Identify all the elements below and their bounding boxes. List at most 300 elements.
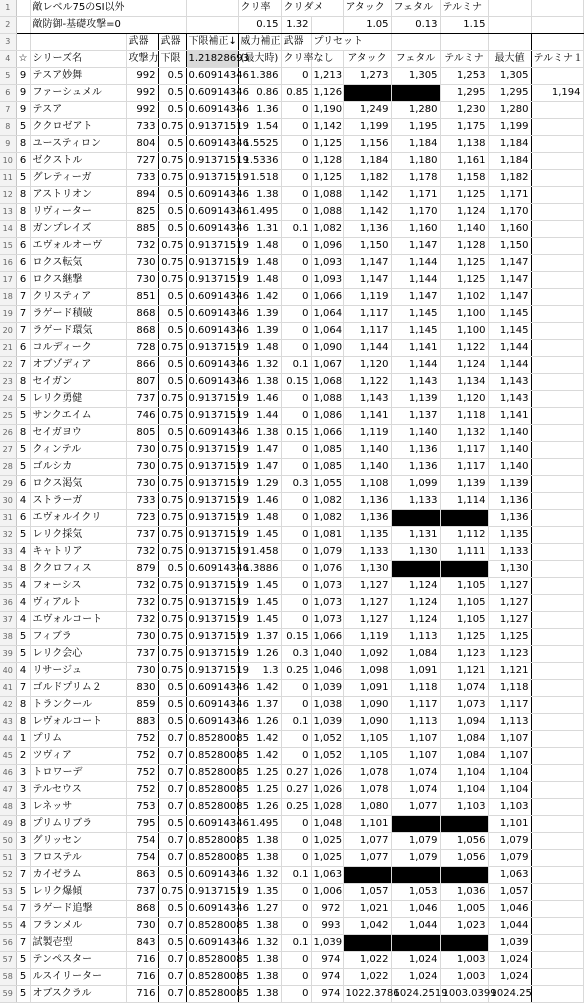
cell-star[interactable]: 7 [16, 680, 30, 697]
cell-preset-fetal[interactable]: 1,117 [391, 697, 440, 714]
cell-star[interactable]: 7 [16, 901, 30, 918]
cell-power-correction[interactable]: 1.386 [238, 68, 281, 85]
cell-preset-fetal[interactable] [391, 561, 440, 578]
cell-weapon-crit-rate[interactable]: 0.27 [281, 765, 311, 782]
cell-max-value[interactable]: 1024.25 [488, 986, 531, 1003]
cell-preset-none[interactable]: 1,066 [311, 629, 343, 646]
cell-termina1[interactable] [531, 238, 583, 255]
cell-termina1[interactable] [531, 289, 583, 306]
row-number[interactable]: 58 [0, 969, 16, 986]
cell-weapon-lower[interactable]: 0.75 [158, 663, 186, 680]
cell-preset-fetal[interactable]: 1,184 [391, 136, 440, 153]
cell-lower-correction[interactable]: 0.60914346 [186, 816, 238, 833]
cell-preset-attack[interactable]: 1,122 [343, 374, 391, 391]
cell-preset-fetal[interactable] [391, 935, 440, 952]
cell[interactable] [16, 34, 30, 51]
row-number[interactable]: 1 [0, 0, 16, 17]
cell-weapon-attack[interactable]: 737 [126, 391, 158, 408]
cell-lower-correction[interactable]: 0.60914346 [186, 697, 238, 714]
cell-weapon-attack[interactable]: 992 [126, 85, 158, 102]
cell-preset-fetal[interactable]: 1,180 [391, 153, 440, 170]
cell-attack-header[interactable]: アタック [343, 51, 391, 68]
cell-termina1[interactable] [531, 782, 583, 799]
cell-preset-none[interactable]: 974 [311, 986, 343, 1003]
cell-lower-correction[interactable]: 0.91371519 [186, 170, 238, 187]
cell-weapon-lower[interactable]: 0.75 [158, 391, 186, 408]
cell-termina1[interactable] [531, 204, 583, 221]
cell-preset-fetal[interactable]: 1,091 [391, 663, 440, 680]
cell[interactable] [30, 34, 126, 51]
row-number[interactable]: 52 [0, 867, 16, 884]
cell-power-correction[interactable]: 1.54 [238, 119, 281, 136]
cell-series-name[interactable]: クリスティア [30, 289, 126, 306]
cell-preset-termina[interactable]: 1,056 [440, 850, 488, 867]
cell-star[interactable]: 8 [16, 221, 30, 238]
cell-weapon-crit-rate[interactable]: 0 [281, 833, 311, 850]
cell-weapon-attack[interactable]: 732 [126, 578, 158, 595]
cell-weapon-lower[interactable]: 0.7 [158, 765, 186, 782]
cell-preset-attack[interactable]: 1,142 [343, 204, 391, 221]
cell-star[interactable]: 5 [16, 986, 30, 1003]
cell-preset-none[interactable]: 1,085 [311, 459, 343, 476]
cell-preset-fetal[interactable] [391, 816, 440, 833]
cell-weapon-lower[interactable]: 0.5 [158, 204, 186, 221]
cell[interactable] [531, 0, 583, 17]
cell-weapon-attack[interactable]: 863 [126, 867, 158, 884]
cell-preset-fetal[interactable]: 1,305 [391, 68, 440, 85]
cell-termina1[interactable] [531, 952, 583, 969]
row-number[interactable]: 28 [0, 459, 16, 476]
cell-preset-none[interactable]: 1,125 [311, 170, 343, 187]
cell-power-correction[interactable]: 1.495 [238, 816, 281, 833]
row-number[interactable]: 48 [0, 799, 16, 816]
cell-star[interactable]: 5 [16, 459, 30, 476]
cell-lower-correction[interactable]: 0.60914346 [186, 374, 238, 391]
cell-power-correction[interactable]: 1.32 [238, 867, 281, 884]
cell-weapon-lower[interactable]: 0.5 [158, 85, 186, 102]
row-number[interactable]: 50 [0, 833, 16, 850]
cell-weapon-lower[interactable]: 0.7 [158, 952, 186, 969]
cell-lower-correction[interactable]: 0.85280085 [186, 952, 238, 969]
cell-preset-none[interactable]: 1,048 [311, 816, 343, 833]
cell-power-correction[interactable]: 1.32 [238, 935, 281, 952]
cell-power-correction[interactable]: 1.5336 [238, 153, 281, 170]
cell-weapon-attack[interactable]: 883 [126, 714, 158, 731]
cell-star[interactable]: 3 [16, 765, 30, 782]
cell-power-correction[interactable]: 0.86 [238, 85, 281, 102]
cell-termina1[interactable] [531, 969, 583, 986]
row-number[interactable]: 59 [0, 986, 16, 1003]
cell-series-name[interactable]: ククロゼアト [30, 119, 126, 136]
cell-weapon-attack[interactable]: 868 [126, 306, 158, 323]
cell-power-correction[interactable]: 1.48 [238, 340, 281, 357]
cell-weapon-crit-rate[interactable]: 0.15 [281, 425, 311, 442]
cell-defense-note[interactable]: 敵防御-基礎攻撃=0 [30, 17, 186, 34]
cell-preset-termina[interactable]: 1,023 [440, 918, 488, 935]
cell-preset-none[interactable]: 1,055 [311, 476, 343, 493]
cell-series-name[interactable]: トランクール [30, 697, 126, 714]
cell-termina1[interactable] [531, 867, 583, 884]
cell-weapon-attack[interactable]: 825 [126, 204, 158, 221]
row-number[interactable]: 46 [0, 765, 16, 782]
cell-preset-fetal[interactable]: 1,124 [391, 578, 440, 595]
cell-preset-termina[interactable]: 1,073 [440, 697, 488, 714]
cell-star[interactable]: 4 [16, 918, 30, 935]
cell-weapon-lower[interactable]: 0.5 [158, 816, 186, 833]
cell-series-name[interactable]: ロクス継撃 [30, 272, 126, 289]
cell-power-correction[interactable]: 1.39 [238, 306, 281, 323]
cell-weapon-lower[interactable]: 0.5 [158, 68, 186, 85]
cell-max-value[interactable]: 1,063 [488, 867, 531, 884]
cell-preset-none[interactable]: 1,067 [311, 357, 343, 374]
cell-lower-bound-input[interactable]: 1.21828693 [186, 51, 238, 68]
cell-preset-attack[interactable]: 1,143 [343, 391, 391, 408]
cell-weapon-crit-rate[interactable]: 0 [281, 969, 311, 986]
cell-power-correction[interactable]: 1.42 [238, 748, 281, 765]
row-number[interactable]: 31 [0, 510, 16, 527]
cell-max-value[interactable]: 1,280 [488, 102, 531, 119]
cell-termina1[interactable] [531, 306, 583, 323]
cell-weapon-lower[interactable]: 0.75 [158, 119, 186, 136]
cell-preset-termina[interactable]: 1,005 [440, 901, 488, 918]
cell-preset-attack[interactable]: 1,080 [343, 799, 391, 816]
cell-preset-none[interactable]: 1,088 [311, 204, 343, 221]
cell-weapon-crit-rate[interactable]: 0 [281, 510, 311, 527]
cell-preset-termina[interactable]: 1,003 [440, 952, 488, 969]
cell-weapon-crit-rate[interactable]: 0 [281, 442, 311, 459]
cell-preset-fetal[interactable]: 1,124 [391, 595, 440, 612]
cell-weapon-crit-rate[interactable]: 0 [281, 153, 311, 170]
cell-weapon-lower[interactable]: 0.75 [158, 612, 186, 629]
cell-max-value[interactable]: 1,104 [488, 782, 531, 799]
row-number[interactable]: 56 [0, 935, 16, 952]
cell-preset-none[interactable]: 1,126 [311, 85, 343, 102]
cell-preset-fetal[interactable]: 1024.2519 [391, 986, 440, 1003]
cell-power-correction[interactable]: 1.42 [238, 289, 281, 306]
cell-preset-attack[interactable]: 1,101 [343, 816, 391, 833]
cell-preset-attack[interactable]: 1,136 [343, 510, 391, 527]
cell-preset-termina[interactable]: 1,102 [440, 289, 488, 306]
cell-weapon-crit-rate[interactable]: 0.3 [281, 476, 311, 493]
cell-power-correction[interactable]: 1.38 [238, 952, 281, 969]
cell-series-name[interactable]: ラゲード追撃 [30, 901, 126, 918]
cell-star[interactable]: 8 [16, 374, 30, 391]
cell-preset-attack[interactable]: 1,182 [343, 170, 391, 187]
row-number[interactable]: 54 [0, 901, 16, 918]
cell-weapon-attack[interactable]: 795 [126, 816, 158, 833]
cell-power-correction[interactable]: 1.45 [238, 578, 281, 595]
cell-weapon-lower[interactable]: 0.7 [158, 969, 186, 986]
cell-preset-termina[interactable]: 1,105 [440, 595, 488, 612]
cell-attack-value[interactable]: 1.05 [343, 17, 391, 34]
cell-star[interactable]: 8 [16, 425, 30, 442]
cell-star[interactable]: 8 [16, 136, 30, 153]
cell-weapon-lower[interactable]: 0.7 [158, 731, 186, 748]
cell-crit-damage-label[interactable]: クリダメ [281, 0, 343, 17]
cell-weapon-attack[interactable]: 868 [126, 323, 158, 340]
cell-series-name[interactable]: ユースティロン [30, 136, 126, 153]
cell-max-value[interactable]: 1,103 [488, 799, 531, 816]
cell-weapon-lower[interactable]: 0.7 [158, 850, 186, 867]
cell-max-value[interactable]: 1,127 [488, 578, 531, 595]
cell-weapon-lower[interactable]: 0.5 [158, 357, 186, 374]
cell-max-value[interactable]: 1,182 [488, 170, 531, 187]
cell[interactable] [391, 34, 440, 51]
cell-weapon-lower[interactable]: 0.5 [158, 323, 186, 340]
cell-preset-termina[interactable]: 1,112 [440, 527, 488, 544]
cell-power-correction[interactable]: 1.26 [238, 799, 281, 816]
cell-preset-termina[interactable]: 1,134 [440, 374, 488, 391]
cell-lower-correction[interactable]: 0.85280085 [186, 782, 238, 799]
cell-preset-fetal[interactable]: 1,195 [391, 119, 440, 136]
cell-weapon-crit-rate[interactable]: 0 [281, 255, 311, 272]
cell-series-name[interactable]: テルセウス [30, 782, 126, 799]
cell-power-correction[interactable]: 1.458 [238, 544, 281, 561]
cell-weapon-lower[interactable]: 0.75 [158, 544, 186, 561]
cell-power-header[interactable]: 威力補正 [238, 34, 281, 51]
cell-preset-attack[interactable]: 1,127 [343, 578, 391, 595]
cell-lower-correction[interactable]: 0.85280085 [186, 850, 238, 867]
cell-weapon-lower[interactable]: 0.5 [158, 901, 186, 918]
cell-weapon-attack[interactable]: 730 [126, 629, 158, 646]
cell-preset-fetal[interactable]: 1,170 [391, 204, 440, 221]
cell-weapon-crit-rate[interactable]: 0 [281, 68, 311, 85]
cell-preset-none[interactable]: 1,039 [311, 935, 343, 952]
cell-max-value[interactable]: 1,160 [488, 221, 531, 238]
cell-termina1[interactable] [531, 850, 583, 867]
cell-power-correction[interactable]: 1.38 [238, 833, 281, 850]
cell-weapon-attack[interactable]: 992 [126, 68, 158, 85]
cell-weapon-lower[interactable]: 0.75 [158, 272, 186, 289]
cell-preset-none[interactable]: 1,040 [311, 646, 343, 663]
cell-preset-termina[interactable]: 1,100 [440, 323, 488, 340]
cell-preset-attack[interactable]: 1,022 [343, 969, 391, 986]
cell-max-value[interactable]: 1,127 [488, 612, 531, 629]
row-number[interactable]: 57 [0, 952, 16, 969]
cell-preset-fetal[interactable]: 1,145 [391, 306, 440, 323]
cell-power-correction[interactable]: 1.48 [238, 272, 281, 289]
cell-max-value[interactable]: 1,107 [488, 731, 531, 748]
cell-weapon-attack[interactable]: 752 [126, 782, 158, 799]
cell-preset-attack[interactable]: 1,147 [343, 272, 391, 289]
row-number[interactable]: 17 [0, 272, 16, 289]
cell-termina1[interactable] [531, 799, 583, 816]
cell-star[interactable]: 5 [16, 408, 30, 425]
cell-preset-fetal[interactable]: 1,074 [391, 765, 440, 782]
cell-preset-fetal[interactable]: 1,124 [391, 612, 440, 629]
cell-series-name[interactable]: ゴルドプリム２ [30, 680, 126, 697]
cell-weapon-attack[interactable]: 859 [126, 697, 158, 714]
cell-power-correction[interactable]: 1.46 [238, 391, 281, 408]
cell-lower-correction[interactable]: 0.60914346 [186, 323, 238, 340]
cell-preset-fetal[interactable]: 1,044 [391, 918, 440, 935]
cell-max-value[interactable]: 1,136 [488, 493, 531, 510]
cell-lower-header[interactable]: 下限 [158, 51, 186, 68]
cell-termina1[interactable] [531, 510, 583, 527]
cell-termina-header[interactable]: テルミナ [440, 51, 488, 68]
cell-termina1[interactable] [531, 425, 583, 442]
cell-max-value[interactable]: 1,144 [488, 340, 531, 357]
cell-power-correction[interactable]: 1.35 [238, 884, 281, 901]
cell-weapon-attack[interactable]: 894 [126, 187, 158, 204]
row-number[interactable]: 19 [0, 306, 16, 323]
cell-preset-fetal[interactable]: 1,107 [391, 731, 440, 748]
cell-lower-correction[interactable]: 0.60914346 [186, 221, 238, 238]
cell-weapon-crit-rate[interactable]: 0 [281, 816, 311, 833]
cell-max-value[interactable]: 1,123 [488, 646, 531, 663]
cell-preset-termina[interactable]: 1,123 [440, 646, 488, 663]
cell-weapon-crit-rate[interactable]: 0 [281, 170, 311, 187]
cell-lower-correction[interactable]: 0.60914346 [186, 306, 238, 323]
cell-lower-correction[interactable]: 0.91371519 [186, 442, 238, 459]
cell-weapon-lower[interactable]: 0.5 [158, 102, 186, 119]
cell-series-name[interactable]: エヴォルオーヴ [30, 238, 126, 255]
cell-preset-attack[interactable]: 1,077 [343, 833, 391, 850]
row-number[interactable]: 53 [0, 884, 16, 901]
cell-power-correction[interactable]: 1.5525 [238, 136, 281, 153]
cell-series-name[interactable]: グレティーガ [30, 170, 126, 187]
cell-preset-none[interactable]: 1,025 [311, 850, 343, 867]
cell-preset-none[interactable]: 1,093 [311, 255, 343, 272]
cell-star[interactable]: 6 [16, 340, 30, 357]
cell[interactable] [488, 0, 531, 17]
cell-max-value[interactable]: 1,140 [488, 442, 531, 459]
cell-max-value[interactable]: 1,147 [488, 272, 531, 289]
cell-preset-none[interactable]: 1,082 [311, 510, 343, 527]
cell-weapon-crit-rate[interactable]: 0 [281, 901, 311, 918]
cell-weapon-attack[interactable]: 730 [126, 663, 158, 680]
cell-weapon-crit-rate[interactable]: 0 [281, 493, 311, 510]
cell-preset-none[interactable]: 1,046 [311, 663, 343, 680]
cell-preset-attack[interactable]: 1,135 [343, 527, 391, 544]
row-number[interactable]: 7 [0, 102, 16, 119]
cell-power-correction[interactable]: 1.29 [238, 476, 281, 493]
cell-termina1[interactable] [531, 221, 583, 238]
cell-preset-fetal[interactable]: 1,053 [391, 884, 440, 901]
cell-termina1[interactable] [531, 323, 583, 340]
row-number[interactable]: 15 [0, 238, 16, 255]
cell-power-correction[interactable]: 1.37 [238, 697, 281, 714]
cell-power-correction[interactable]: 1.38 [238, 374, 281, 391]
cell-max-value[interactable]: 1,184 [488, 136, 531, 153]
cell-power-correction[interactable]: 1.26 [238, 714, 281, 731]
cell-star[interactable]: 7 [16, 289, 30, 306]
cell-termina-value[interactable]: 1.15 [440, 17, 488, 34]
cell-preset-attack[interactable]: 1,117 [343, 323, 391, 340]
cell-star[interactable]: 6 [16, 153, 30, 170]
cell-termina1[interactable] [531, 459, 583, 476]
cell-preset-none[interactable]: 1,093 [311, 272, 343, 289]
cell-series-name[interactable]: ククロフィス [30, 561, 126, 578]
row-number[interactable]: 43 [0, 714, 16, 731]
cell-max-value[interactable]: 1,125 [488, 629, 531, 646]
cell-preset-fetal[interactable]: 1,144 [391, 357, 440, 374]
cell-series-name[interactable]: ストラーガ [30, 493, 126, 510]
cell-preset-termina[interactable]: 1,125 [440, 187, 488, 204]
cell-weapon-crit-rate[interactable]: 0.15 [281, 629, 311, 646]
cell-termina1[interactable] [531, 714, 583, 731]
cell-power-correction[interactable]: 1.495 [238, 204, 281, 221]
cell-preset-none[interactable]: 1,038 [311, 697, 343, 714]
cell-series-name[interactable]: フォーシス [30, 578, 126, 595]
cell-termina1[interactable] [531, 629, 583, 646]
cell-termina1[interactable] [531, 561, 583, 578]
cell-preset-attack[interactable]: 1,117 [343, 306, 391, 323]
cell-series-name[interactable]: ヴィアルト [30, 595, 126, 612]
cell-weapon-crit-rate[interactable]: 0 [281, 731, 311, 748]
cell-preset-none[interactable]: 1,006 [311, 884, 343, 901]
cell-preset-fetal[interactable]: 1,171 [391, 187, 440, 204]
cell-preset-attack[interactable]: 1,090 [343, 697, 391, 714]
cell-termina1[interactable] [531, 476, 583, 493]
cell-power-correction[interactable]: 1.46 [238, 493, 281, 510]
cell-termina1-header[interactable]: テルミナ１ [531, 51, 583, 68]
cell-series-name[interactable]: レリク会心 [30, 646, 126, 663]
cell-weapon-attack[interactable]: 730 [126, 918, 158, 935]
cell-max-value[interactable]: 1,117 [488, 697, 531, 714]
cell-termina1[interactable] [531, 544, 583, 561]
cell[interactable] [16, 0, 30, 17]
cell-termina1[interactable] [531, 816, 583, 833]
cell-series-name[interactable]: オブゾディア [30, 357, 126, 374]
cell-star[interactable]: 8 [16, 561, 30, 578]
cell-preset-attack[interactable]: 1,147 [343, 255, 391, 272]
cell-lower-correction[interactable]: 0.91371519 [186, 612, 238, 629]
cell-weapon-attack[interactable]: 753 [126, 799, 158, 816]
cell-preset-attack[interactable]: 1,022 [343, 952, 391, 969]
cell-preset-fetal[interactable]: 1,024 [391, 952, 440, 969]
row-number[interactable]: 24 [0, 391, 16, 408]
cell-preset-termina[interactable]: 1,121 [440, 663, 488, 680]
cell-series-name[interactable]: セイガン [30, 374, 126, 391]
cell-termina1[interactable] [531, 340, 583, 357]
row-number[interactable]: 41 [0, 680, 16, 697]
cell-power-correction[interactable]: 1.42 [238, 731, 281, 748]
cell-power-correction[interactable]: 1.31 [238, 221, 281, 238]
cell-weapon-attack[interactable]: 730 [126, 255, 158, 272]
cell-preset-attack[interactable]: 1,199 [343, 119, 391, 136]
cell-weapon-lower[interactable]: 0.75 [158, 459, 186, 476]
cell-preset-fetal[interactable]: 1,137 [391, 408, 440, 425]
row-number[interactable]: 51 [0, 850, 16, 867]
cell-preset-attack[interactable]: 1,142 [343, 187, 391, 204]
cell-lower-correction[interactable]: 0.91371519 [186, 391, 238, 408]
row-number[interactable]: 25 [0, 408, 16, 425]
cell-max-value[interactable]: 1,121 [488, 663, 531, 680]
cell-power-correction[interactable]: 1.518 [238, 170, 281, 187]
cell-lower-correction[interactable]: 0.85280085 [186, 748, 238, 765]
cell-preset-none[interactable]: 1,039 [311, 714, 343, 731]
row-number[interactable]: 12 [0, 187, 16, 204]
cell-preset-none[interactable]: 1,125 [311, 136, 343, 153]
cell-termina1[interactable] [531, 986, 583, 1003]
cell-preset-attack[interactable] [343, 85, 391, 102]
cell-preset-attack[interactable] [343, 867, 391, 884]
cell-preset-none[interactable]: 1,076 [311, 561, 343, 578]
cell-lower-correction[interactable]: 0.85280085 [186, 765, 238, 782]
cell-lower-correction[interactable]: 0.60914346 [186, 102, 238, 119]
cell-series-name[interactable]: ラゲード積破 [30, 306, 126, 323]
cell-termina1[interactable] [531, 391, 583, 408]
cell-preset-termina[interactable]: 1,175 [440, 119, 488, 136]
cell-weapon-crit-rate[interactable]: 0 [281, 697, 311, 714]
cell-preset-fetal[interactable]: 1,136 [391, 442, 440, 459]
cell-max-value[interactable]: 1,104 [488, 765, 531, 782]
cell-weapon-crit-rate[interactable]: 0 [281, 289, 311, 306]
cell-preset-termina[interactable]: 1,084 [440, 731, 488, 748]
row-number[interactable]: 38 [0, 629, 16, 646]
cell-series-name[interactable]: プリム [30, 731, 126, 748]
